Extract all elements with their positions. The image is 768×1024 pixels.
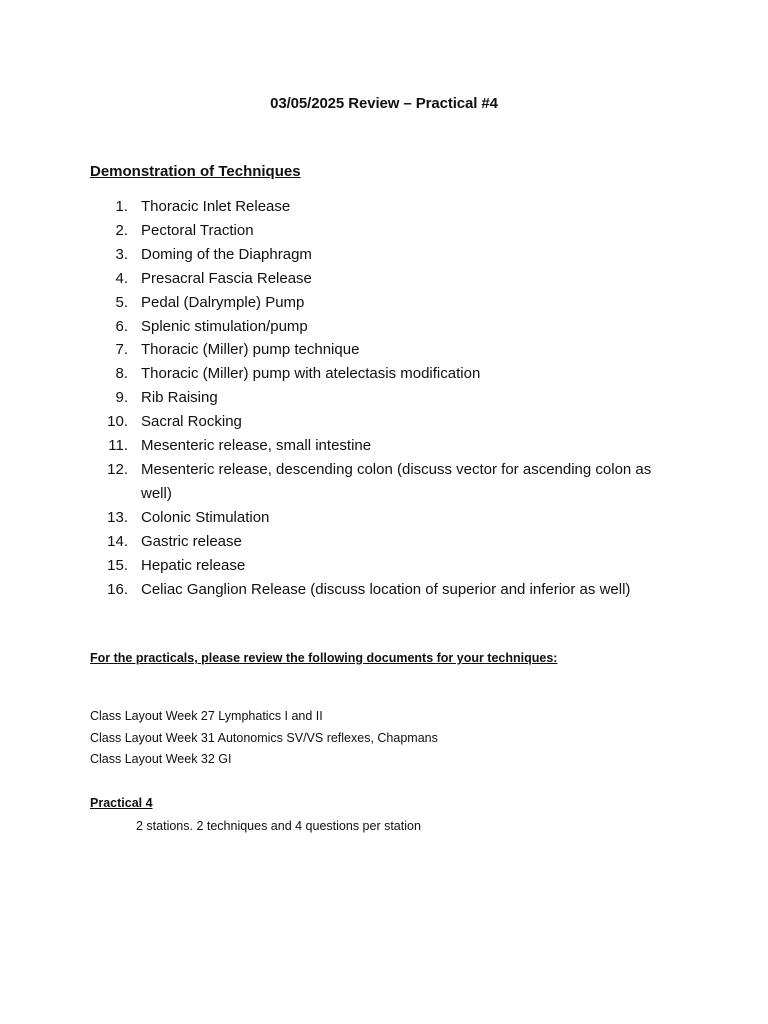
list-item <box>90 338 680 362</box>
practical-heading: Practical 4 <box>90 796 153 810</box>
list-item <box>90 578 680 602</box>
list-item <box>90 243 680 267</box>
list-item-number: 5. <box>115 293 128 311</box>
list-item <box>90 410 680 434</box>
documents-list <box>90 706 438 771</box>
document-reference: Class Layout Week 31 Autonomics SV/VS reflexes, Chapmans <box>90 730 438 745</box>
list-item-number: 7. <box>115 341 128 359</box>
document-title: 03/05/2025 Review – Practical #4 <box>270 95 498 112</box>
list-item-text: Thoracic (Miller) pump with atelectasis modification <box>141 365 481 383</box>
list-item-text: Gastric release <box>141 532 242 550</box>
list-item-number: 6. <box>115 317 128 335</box>
list-item-number: 3. <box>115 245 128 263</box>
list-item-number: 8. <box>115 365 128 383</box>
list-item-text: Presacral Fascia Release <box>141 269 312 287</box>
list-item-number: 9. <box>115 389 128 407</box>
list-item-text: Pectoral Traction <box>141 221 254 239</box>
list-item <box>90 506 680 530</box>
list-item-text: Splenic stimulation/pump <box>141 317 308 335</box>
document-reference: Class Layout Week 32 GI <box>90 752 232 767</box>
list-item-number: 11. <box>108 437 128 455</box>
list-item-number: 14. <box>107 532 128 550</box>
list-item-number: 10. <box>107 413 128 431</box>
list-item-number: 2. <box>115 221 128 239</box>
practical-detail: 2 stations. 2 techniques and 4 questions per station <box>136 819 421 833</box>
list-item <box>90 362 680 386</box>
list-item-text: Colonic Stimulation <box>141 508 270 526</box>
list-item <box>90 458 680 506</box>
list-item-text: Pedal (Dalrymple) Pump <box>141 293 305 311</box>
list-item-number: 13. <box>107 508 128 526</box>
techniques-heading: Demonstration of Techniques <box>90 163 301 180</box>
list-item-text: Thoracic (Miller) pump technique <box>141 341 360 359</box>
list-item-text: Mesenteric release, descending colon (discuss vector for ascending colon as well) <box>141 460 652 502</box>
list-item-number: 16. <box>107 580 128 598</box>
list-item <box>90 291 680 315</box>
list-item-text: Sacral Rocking <box>141 413 242 431</box>
list-item-number: 15. <box>107 556 128 574</box>
list-item-text: Hepatic release <box>141 556 246 574</box>
list-item <box>90 530 680 554</box>
list-item-text: Doming of the Diaphragm <box>141 245 312 263</box>
list-item <box>90 195 680 219</box>
list-item-text: Celiac Ganglion Release (discuss location of superior and inferior as well) <box>141 580 631 598</box>
list-item-number: 4. <box>115 269 128 287</box>
list-item <box>90 219 680 243</box>
list-item-number: 1. <box>115 198 128 215</box>
list-item-text: Thoracic Inlet Release <box>141 198 291 215</box>
techniques-list <box>90 195 680 601</box>
list-item <box>90 315 680 339</box>
list-item <box>90 386 680 410</box>
list-item-text: Rib Raising <box>141 389 218 407</box>
list-item-number: 12. <box>107 460 128 478</box>
document-reference: Class Layout Week 27 Lymphatics I and II <box>90 709 323 723</box>
list-item <box>90 434 680 458</box>
list-item <box>90 267 680 291</box>
documents-heading: For the practicals, please review the following documents for your techniques: <box>90 651 558 665</box>
list-item <box>90 554 680 578</box>
list-item-text: Mesenteric release, small intestine <box>141 437 372 455</box>
